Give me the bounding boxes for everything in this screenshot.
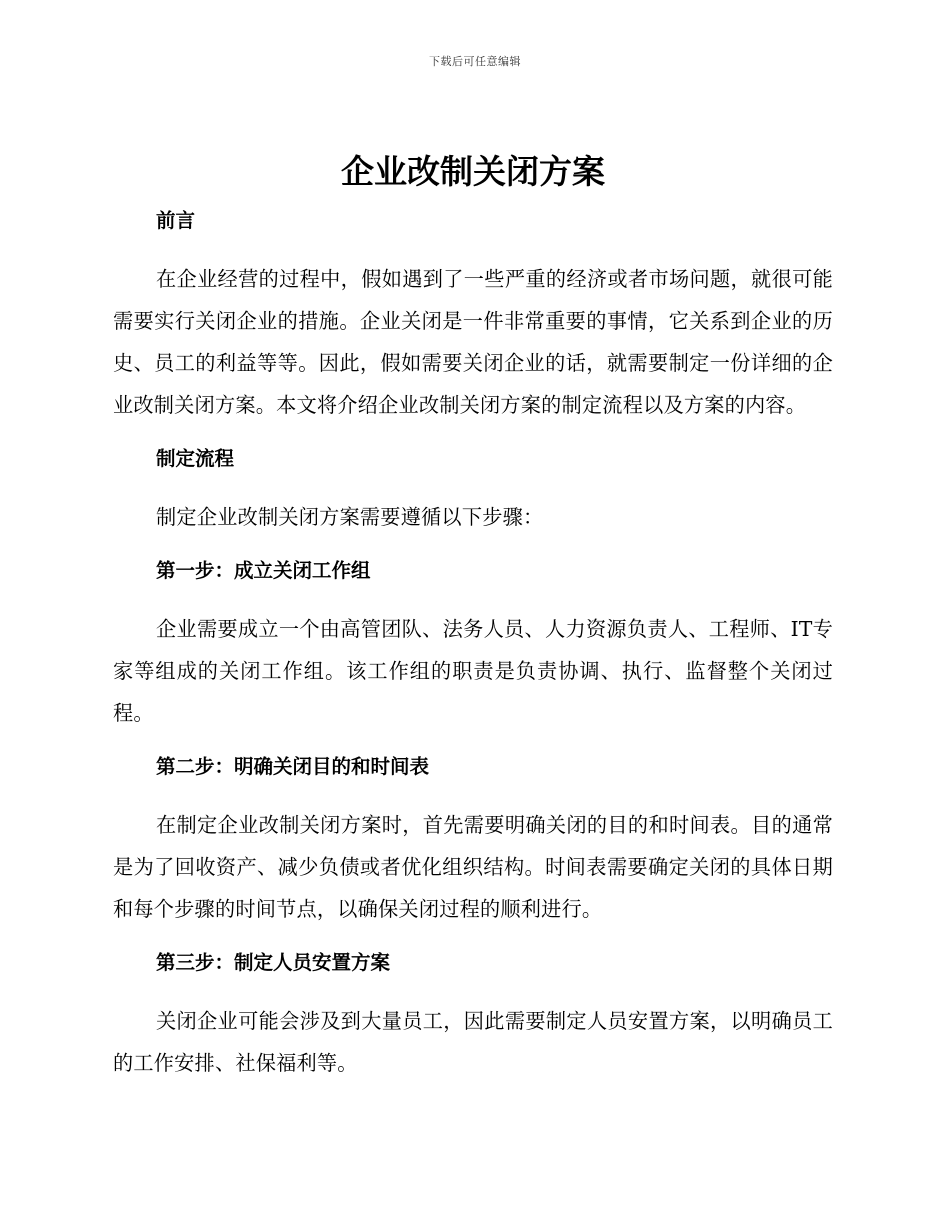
section-heading-process: 制定流程 (156, 447, 235, 470)
section-heading-step-1: 第一步：成立关闭工作组 (156, 559, 371, 582)
section-paragraph-process: 制定企业改制关闭方案需要遵循以下步骤： (156, 505, 544, 529)
section-heading-step-2: 第二步：明确关闭目的和时间表 (156, 755, 430, 778)
document-title: 企业改制关闭方案 (341, 152, 605, 191)
section-paragraph-preface: 在企业经营的过程中，假如遇到了一些严重的经济或者市场问题，就很可能需要实行关闭企业的措施。企业关闭是一件非常重要的事情，它关系到企业的历史、员工的利益等等。因此，假如需要关闭企业的话，就需要制定一份详细的企业改制关闭方案。本文将介绍企业改制关闭方案的制定流程以及方案的内容。 (113, 267, 833, 417)
section-heading-step-3: 第三步：制定人员安置方案 (156, 951, 391, 974)
section-paragraph-step-3: 关闭企业可能会涉及到大量员工，因此需要制定人员安置方案，以明确员工的工作安排、社保福利等。 (113, 1009, 833, 1075)
page-header: 下载后可任意编辑 (429, 55, 521, 68)
section-heading-preface: 前言 (156, 209, 196, 232)
section-paragraph-step-1: 企业需要成立一个由高管团队、法务人员、人力资源负责人、工程师、IT专家等组成的关闭工作组。该工作组的职责是负责协调、执行、监督整个关闭过程。 (113, 617, 833, 725)
document-body (113, 148, 833, 1084)
section-paragraph-step-2: 在制定企业改制关闭方案时，首先需要明确关闭的目的和时间表。目的通常是为了回收资产、减少负债或者优化组织结构。时间表需要确定关闭的具体日期和每个步骤的时间节点，以确保关闭过程的顺利进行。 (113, 813, 833, 921)
